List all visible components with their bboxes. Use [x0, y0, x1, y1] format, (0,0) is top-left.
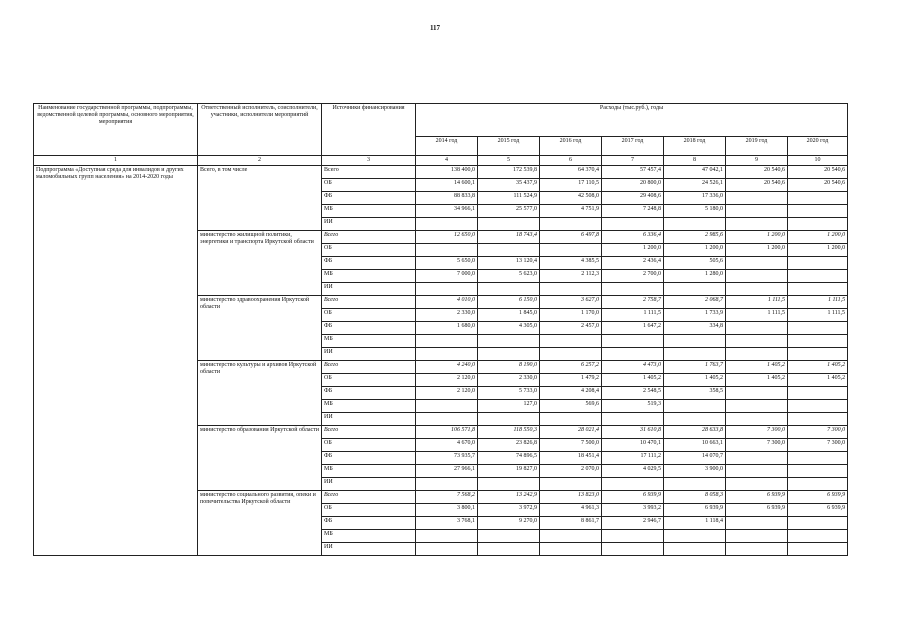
header-expenses: Расходы (тыс.руб.), годы — [416, 104, 848, 137]
value-cell: 1 111,5 — [726, 296, 788, 309]
value-cell: 172 539,8 — [478, 166, 540, 179]
value-cell: 23 826,8 — [478, 439, 540, 452]
value-cell: 14 070,7 — [664, 452, 726, 465]
value-cell: 34 966,1 — [416, 205, 478, 218]
value-cell — [788, 543, 848, 556]
value-cell: 18 743,4 — [478, 231, 540, 244]
column-numbers-row — [34, 156, 848, 166]
value-cell: 5 650,0 — [416, 257, 478, 270]
executor-cell: министерство образования Иркутской области — [198, 426, 322, 491]
value-cell — [478, 543, 540, 556]
value-cell: 10 663,1 — [664, 439, 726, 452]
value-cell: 2 330,0 — [416, 309, 478, 322]
value-cell: 20 540,6 — [726, 166, 788, 179]
value-cell: 358,5 — [664, 387, 726, 400]
value-cell: 1 405,2 — [726, 374, 788, 387]
value-cell: 1 405,2 — [788, 374, 848, 387]
column-number: 1 — [34, 156, 198, 166]
value-cell: 64 370,4 — [540, 166, 602, 179]
source-cell: МБ — [322, 270, 416, 283]
value-cell: 5 623,0 — [478, 270, 540, 283]
value-cell: 14 600,1 — [416, 179, 478, 192]
value-cell: 4 473,0 — [602, 361, 664, 374]
value-cell: 2 758,7 — [602, 296, 664, 309]
value-cell — [478, 530, 540, 543]
value-cell: 1 200,0 — [726, 231, 788, 244]
source-cell: ОБ — [322, 179, 416, 192]
value-cell: 73 935,7 — [416, 452, 478, 465]
value-cell — [602, 283, 664, 296]
value-cell — [416, 530, 478, 543]
value-cell: 1 405,2 — [664, 374, 726, 387]
value-cell — [726, 452, 788, 465]
executor-cell: министерство социального развития, опеки и попечительства Иркутской области — [198, 491, 322, 556]
value-cell: 1 280,0 — [664, 270, 726, 283]
source-cell: ОБ — [322, 374, 416, 387]
value-cell — [788, 465, 848, 478]
executor-cell: министерство здравоохранения Иркутской области — [198, 296, 322, 361]
value-cell: 2 068,7 — [664, 296, 726, 309]
value-cell — [602, 218, 664, 231]
value-cell: 17 110,5 — [540, 179, 602, 192]
value-cell: 1 479,2 — [540, 374, 602, 387]
column-number: 10 — [788, 156, 848, 166]
source-cell: Всего — [322, 296, 416, 309]
value-cell: 2 120,0 — [416, 374, 478, 387]
value-cell: 3 768,1 — [416, 517, 478, 530]
value-cell: 1 200,0 — [602, 244, 664, 257]
source-cell: МБ — [322, 530, 416, 543]
value-cell: 6 497,8 — [540, 231, 602, 244]
value-cell: 1 200,0 — [664, 244, 726, 257]
value-cell — [540, 348, 602, 361]
value-cell — [416, 218, 478, 231]
value-cell — [602, 543, 664, 556]
value-cell: 2 120,0 — [416, 387, 478, 400]
value-cell — [726, 218, 788, 231]
value-cell: 1 405,2 — [788, 361, 848, 374]
value-cell: 7 500,0 — [540, 439, 602, 452]
year-header: 2019 год — [726, 137, 788, 156]
value-cell: 29 408,6 — [602, 192, 664, 205]
source-cell: ОБ — [322, 309, 416, 322]
source-cell: ОБ — [322, 504, 416, 517]
year-header: 2017 год — [602, 137, 664, 156]
source-cell: ФБ — [322, 387, 416, 400]
source-cell: ФБ — [322, 192, 416, 205]
source-cell: ИИ — [322, 478, 416, 491]
value-cell — [788, 283, 848, 296]
source-cell: МБ — [322, 335, 416, 348]
value-cell — [788, 387, 848, 400]
value-cell: 47 042,1 — [664, 166, 726, 179]
value-cell: 18 451,4 — [540, 452, 602, 465]
source-cell: Всего — [322, 491, 416, 504]
value-cell — [602, 413, 664, 426]
value-cell — [726, 465, 788, 478]
value-cell: 20 540,6 — [788, 179, 848, 192]
value-cell: 7 300,0 — [726, 439, 788, 452]
value-cell — [664, 413, 726, 426]
value-cell — [478, 478, 540, 491]
value-cell: 28 633,8 — [664, 426, 726, 439]
value-cell: 57 457,4 — [602, 166, 664, 179]
value-cell: 334,8 — [664, 322, 726, 335]
table-row — [34, 166, 848, 179]
value-cell — [540, 218, 602, 231]
value-cell: 127,0 — [478, 400, 540, 413]
value-cell — [788, 348, 848, 361]
value-cell: 5 733,0 — [478, 387, 540, 400]
year-header: 2016 год — [540, 137, 602, 156]
column-number: 6 — [540, 156, 602, 166]
value-cell: 2 070,0 — [540, 465, 602, 478]
value-cell: 8 058,3 — [664, 491, 726, 504]
value-cell: 7 568,2 — [416, 491, 478, 504]
column-number: 5 — [478, 156, 540, 166]
value-cell — [664, 478, 726, 491]
value-cell: 569,6 — [540, 400, 602, 413]
value-cell: 118 550,3 — [478, 426, 540, 439]
value-cell — [540, 335, 602, 348]
year-header: 2014 год — [416, 137, 478, 156]
header-executor: Ответственный исполнитель, соисполнители, участники, исполнители мероприятий — [198, 104, 322, 156]
value-cell: 6 939,9 — [602, 491, 664, 504]
value-cell: 2 457,0 — [540, 322, 602, 335]
value-cell: 6 150,0 — [478, 296, 540, 309]
source-cell: Всего — [322, 361, 416, 374]
value-cell — [788, 322, 848, 335]
value-cell: 138 400,0 — [416, 166, 478, 179]
value-cell: 3 900,0 — [664, 465, 726, 478]
value-cell — [788, 270, 848, 283]
value-cell: 519,3 — [602, 400, 664, 413]
value-cell: 42 508,0 — [540, 192, 602, 205]
value-cell — [602, 478, 664, 491]
column-number: 2 — [198, 156, 322, 166]
executor-cell: министерство культуры и архивов Иркутской области — [198, 361, 322, 426]
source-cell: ОБ — [322, 244, 416, 257]
value-cell — [788, 257, 848, 270]
value-cell — [726, 478, 788, 491]
value-cell: 1 200,0 — [726, 244, 788, 257]
value-cell — [478, 348, 540, 361]
value-cell — [788, 400, 848, 413]
value-cell: 6 257,2 — [540, 361, 602, 374]
value-cell: 1 111,5 — [726, 309, 788, 322]
value-cell: 1 647,2 — [602, 322, 664, 335]
value-cell: 7 248,8 — [602, 205, 664, 218]
value-cell: 7 300,0 — [788, 426, 848, 439]
year-header: 2015 год — [478, 137, 540, 156]
value-cell: 111 524,9 — [478, 192, 540, 205]
value-cell — [788, 205, 848, 218]
value-cell — [664, 218, 726, 231]
value-cell: 17 111,2 — [602, 452, 664, 465]
value-cell: 6 939,9 — [726, 504, 788, 517]
value-cell — [540, 478, 602, 491]
value-cell: 1 200,0 — [788, 231, 848, 244]
value-cell: 6 939,9 — [788, 491, 848, 504]
value-cell — [788, 517, 848, 530]
value-cell: 10 470,1 — [602, 439, 664, 452]
value-cell: 1 405,2 — [602, 374, 664, 387]
value-cell — [540, 413, 602, 426]
value-cell — [788, 530, 848, 543]
value-cell — [788, 478, 848, 491]
value-cell: 2 112,3 — [540, 270, 602, 283]
value-cell — [416, 335, 478, 348]
value-cell: 1 118,4 — [664, 517, 726, 530]
column-number: 8 — [664, 156, 726, 166]
value-cell — [726, 530, 788, 543]
value-cell: 3 993,2 — [602, 504, 664, 517]
value-cell: 1 733,9 — [664, 309, 726, 322]
value-cell — [540, 543, 602, 556]
value-cell: 505,6 — [664, 257, 726, 270]
value-cell — [416, 283, 478, 296]
value-cell: 25 577,0 — [478, 205, 540, 218]
value-cell: 4 305,0 — [478, 322, 540, 335]
value-cell: 4 961,3 — [540, 504, 602, 517]
source-cell: МБ — [322, 400, 416, 413]
value-cell: 2 700,0 — [602, 270, 664, 283]
value-cell: 4 240,0 — [416, 361, 478, 374]
value-cell: 6 939,9 — [664, 504, 726, 517]
value-cell — [726, 413, 788, 426]
value-cell: 74 896,5 — [478, 452, 540, 465]
value-cell: 1 170,0 — [540, 309, 602, 322]
value-cell — [478, 244, 540, 257]
value-cell: 13 120,4 — [478, 257, 540, 270]
value-cell: 1 111,5 — [788, 309, 848, 322]
value-cell — [664, 530, 726, 543]
column-number: 7 — [602, 156, 664, 166]
value-cell: 4 670,0 — [416, 439, 478, 452]
value-cell — [726, 322, 788, 335]
value-cell: 2 548,5 — [602, 387, 664, 400]
executor-cell: Всего, в том числе — [198, 166, 322, 231]
value-cell — [664, 348, 726, 361]
value-cell: 2 946,7 — [602, 517, 664, 530]
year-header: 2018 год — [664, 137, 726, 156]
source-cell: ФБ — [322, 452, 416, 465]
value-cell — [478, 218, 540, 231]
value-cell: 7 300,0 — [726, 426, 788, 439]
value-cell: 3 800,1 — [416, 504, 478, 517]
value-cell — [726, 387, 788, 400]
value-cell — [726, 283, 788, 296]
value-cell: 13 242,9 — [478, 491, 540, 504]
value-cell: 1 405,2 — [726, 361, 788, 374]
value-cell: 4 385,5 — [540, 257, 602, 270]
program-name-cell: Подпрограмма «Доступная среда для инвалидов и других маломобильных групп населения» на 2014-2020 годы — [34, 166, 198, 556]
value-cell — [726, 335, 788, 348]
column-number: 3 — [322, 156, 416, 166]
value-cell — [726, 543, 788, 556]
value-cell: 3 972,9 — [478, 504, 540, 517]
value-cell — [664, 283, 726, 296]
value-cell — [478, 283, 540, 296]
value-cell: 3 627,0 — [540, 296, 602, 309]
value-cell: 5 180,0 — [664, 205, 726, 218]
value-cell: 4 010,0 — [416, 296, 478, 309]
source-cell: ФБ — [322, 257, 416, 270]
value-cell: 8 190,0 — [478, 361, 540, 374]
source-cell: ФБ — [322, 517, 416, 530]
value-cell: 20 540,6 — [788, 166, 848, 179]
value-cell: 2 436,4 — [602, 257, 664, 270]
value-cell: 20 540,6 — [726, 179, 788, 192]
value-cell: 27 966,1 — [416, 465, 478, 478]
value-cell: 31 610,8 — [602, 426, 664, 439]
value-cell: 4 751,9 — [540, 205, 602, 218]
value-cell — [726, 192, 788, 205]
value-cell: 28 021,4 — [540, 426, 602, 439]
value-cell: 35 437,9 — [478, 179, 540, 192]
value-cell — [540, 244, 602, 257]
value-cell: 8 861,7 — [540, 517, 602, 530]
value-cell — [416, 413, 478, 426]
source-cell: МБ — [322, 465, 416, 478]
value-cell: 7 000,0 — [416, 270, 478, 283]
value-cell — [602, 335, 664, 348]
value-cell — [664, 543, 726, 556]
source-cell: МБ — [322, 205, 416, 218]
source-cell: ИИ — [322, 283, 416, 296]
year-header: 2020 год — [788, 137, 848, 156]
value-cell: 6 939,9 — [788, 504, 848, 517]
value-cell: 106 571,8 — [416, 426, 478, 439]
value-cell — [602, 348, 664, 361]
value-cell — [726, 348, 788, 361]
value-cell — [540, 283, 602, 296]
value-cell — [726, 257, 788, 270]
value-cell: 12 650,0 — [416, 231, 478, 244]
value-cell: 6 336,4 — [602, 231, 664, 244]
value-cell — [726, 400, 788, 413]
value-cell — [540, 530, 602, 543]
source-cell: Всего — [322, 166, 416, 179]
source-cell: ИИ — [322, 413, 416, 426]
value-cell: 1 111,5 — [788, 296, 848, 309]
page-number: 117 — [429, 24, 441, 32]
source-cell: ИИ — [322, 218, 416, 231]
table-body — [34, 166, 848, 556]
value-cell — [602, 530, 664, 543]
value-cell: 20 800,0 — [602, 179, 664, 192]
value-cell: 2 985,6 — [664, 231, 726, 244]
column-number: 4 — [416, 156, 478, 166]
value-cell — [416, 348, 478, 361]
value-cell: 4 208,4 — [540, 387, 602, 400]
source-cell: Всего — [322, 426, 416, 439]
value-cell: 13 823,0 — [540, 491, 602, 504]
value-cell — [726, 205, 788, 218]
header-source: Источники финансирования — [322, 104, 416, 156]
value-cell: 2 330,0 — [478, 374, 540, 387]
value-cell: 1 845,0 — [478, 309, 540, 322]
source-cell: ИИ — [322, 543, 416, 556]
value-cell — [788, 452, 848, 465]
value-cell: 4 029,5 — [602, 465, 664, 478]
value-cell — [726, 517, 788, 530]
value-cell — [664, 335, 726, 348]
value-cell — [478, 413, 540, 426]
value-cell: 24 526,1 — [664, 179, 726, 192]
value-cell — [416, 478, 478, 491]
financing-table — [33, 103, 848, 556]
source-cell: Всего — [322, 231, 416, 244]
executor-cell: министерство жилищной политики, энергетики и транспорта Иркутской области — [198, 231, 322, 296]
value-cell — [788, 218, 848, 231]
value-cell — [726, 270, 788, 283]
column-number: 9 — [726, 156, 788, 166]
value-cell: 1 200,0 — [788, 244, 848, 257]
source-cell: ИИ — [322, 348, 416, 361]
value-cell: 1 763,7 — [664, 361, 726, 374]
value-cell: 9 270,0 — [478, 517, 540, 530]
source-cell: ФБ — [322, 322, 416, 335]
source-cell: ОБ — [322, 439, 416, 452]
value-cell — [788, 413, 848, 426]
value-cell — [416, 400, 478, 413]
value-cell: 19 827,0 — [478, 465, 540, 478]
value-cell: 1 680,0 — [416, 322, 478, 335]
value-cell: 17 336,0 — [664, 192, 726, 205]
value-cell: 1 111,5 — [602, 309, 664, 322]
value-cell — [788, 335, 848, 348]
value-cell: 6 939,9 — [726, 491, 788, 504]
value-cell: 88 833,8 — [416, 192, 478, 205]
value-cell — [416, 543, 478, 556]
value-cell — [788, 192, 848, 205]
value-cell — [664, 400, 726, 413]
value-cell: 7 300,0 — [788, 439, 848, 452]
value-cell — [416, 244, 478, 257]
value-cell — [478, 335, 540, 348]
header-program: Наименование государственной программы, подпрограммы, ведомственной целевой программы, основного мероприятия, мероприятия — [34, 104, 198, 156]
